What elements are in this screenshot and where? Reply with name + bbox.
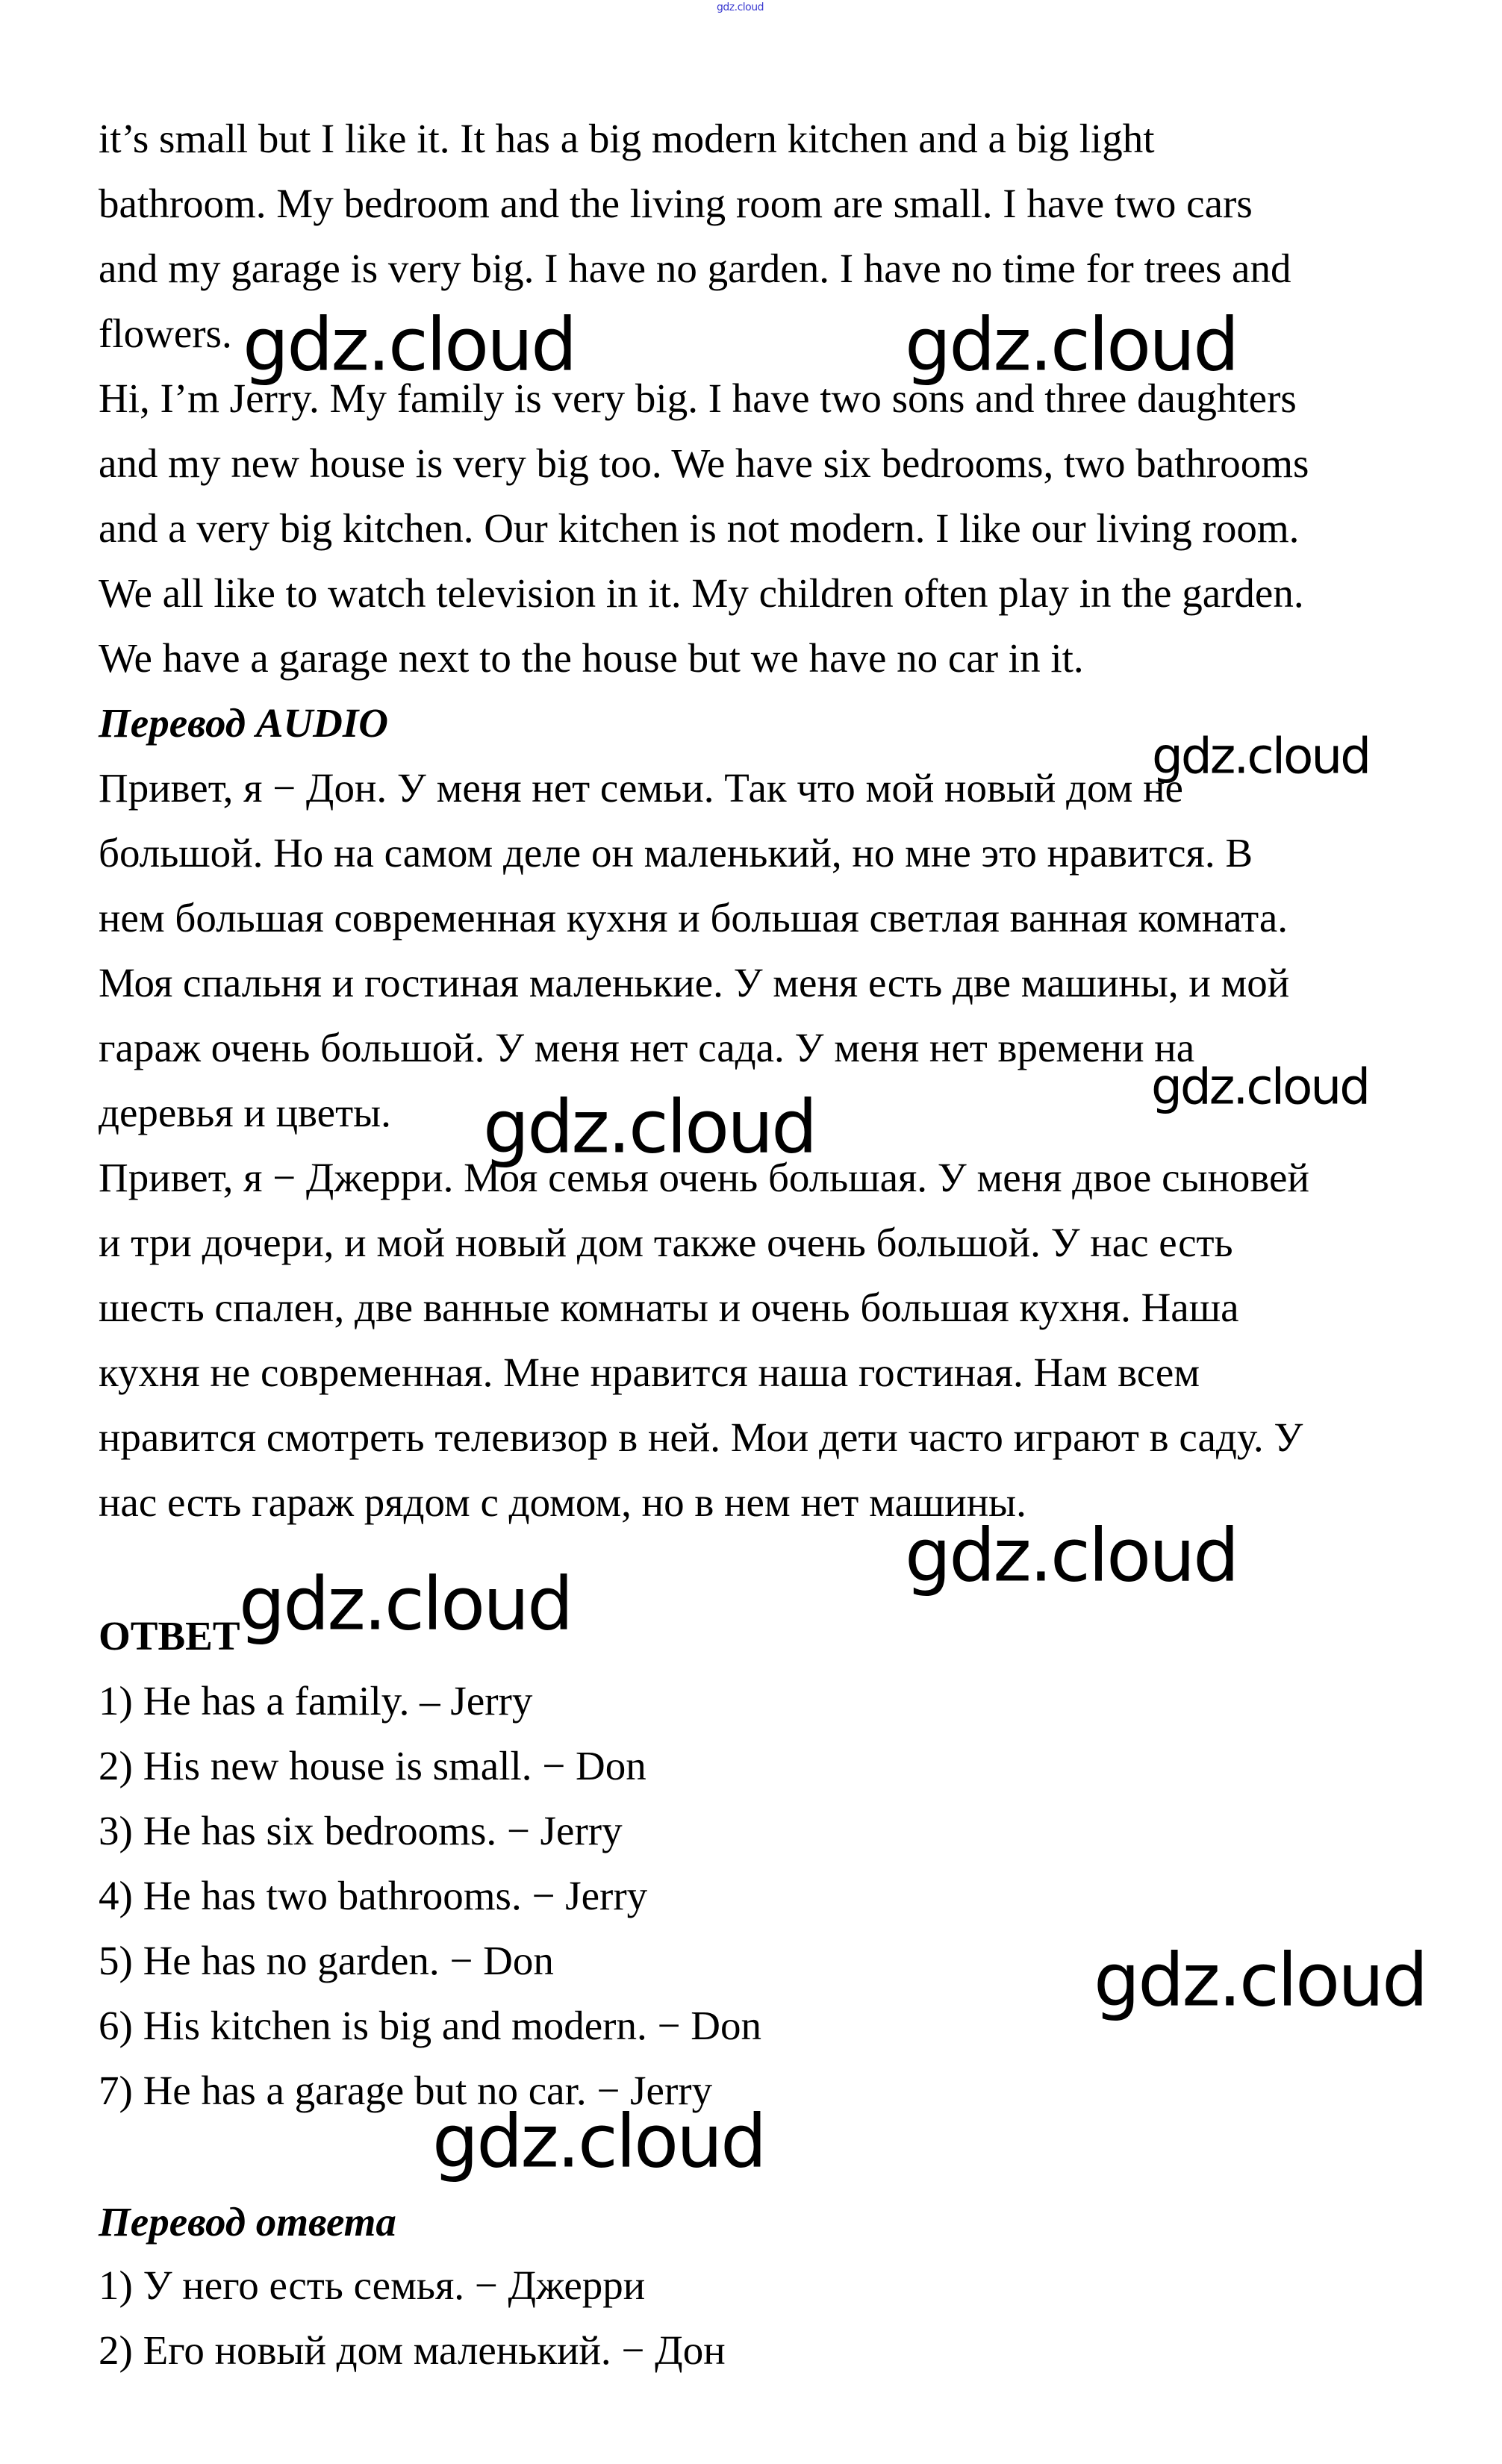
answer-item: 5) He has no garden. − Don <box>99 1938 554 1983</box>
audio-jerry-line: and my new house is very big too. We have six bedrooms, two bathrooms <box>99 440 1309 486</box>
audio-don-line: bathroom. My bedroom and the living room are small. I have two cars <box>99 181 1253 226</box>
audio-jerry-line: We all like to watch television in it. My children often play in the garden. <box>99 570 1304 616</box>
header-watermark: gdz.cloud <box>717 1 764 13</box>
answer-item: 3) He has six bedrooms. − Jerry <box>99 1808 623 1853</box>
answer-item: 2) His new house is small. − Don <box>99 1743 646 1788</box>
translation-audio-heading: Перевод AUDIO <box>99 700 389 746</box>
watermark: gdz.cloud <box>1151 1058 1369 1116</box>
watermark: gdz.cloud <box>905 1513 1238 1599</box>
audio-don-line: it’s small but I like it. It has a big modern kitchen and a big light <box>99 116 1155 161</box>
answer-item: 1) He has a family. – Jerry <box>99 1678 533 1724</box>
watermark: gdz.cloud <box>905 302 1238 388</box>
watermark: gdz.cloud <box>1094 1938 1427 2024</box>
answer-item: 4) He has two bathrooms. − Jerry <box>99 1873 648 1918</box>
translation-don-line: гараж очень большой. У меня нет сада. У меня нет времени на <box>99 1025 1195 1070</box>
answer-translation-item: 1) У него есть семья. − Джерри <box>99 2262 646 2308</box>
translation-don-line: нем большая современная кухня и большая светлая ванная комната. <box>99 895 1288 941</box>
translation-don-line: Привет, я − Дон. У меня нет семьи. Так что мой новый дом не <box>99 765 1183 811</box>
answer-heading: ОТВЕТ <box>99 1613 240 1659</box>
translation-jerry-line: нравится смотреть телевизор в ней. Мои дети часто играют в саду. У <box>99 1415 1303 1460</box>
translation-jerry-line: Привет, я − Джерри. Моя семья очень большая. У меня двое сыновей <box>99 1155 1309 1200</box>
watermark: gdz.cloud <box>1152 727 1370 785</box>
audio-jerry-line: and a very big kitchen. Our kitchen is not modern. I like our living room. <box>99 505 1300 551</box>
audio-don-line: flowers. <box>99 311 232 356</box>
translation-jerry-line: нас есть гараж рядом с домом, но в нем нет машины. <box>99 1479 1026 1525</box>
answer-item: 7) He has a garage but no car. − Jerry <box>99 2068 713 2113</box>
translation-jerry-line: шесть спален, две ванные комнаты и очень большая кухня. Наша <box>99 1285 1239 1330</box>
audio-jerry-line: We have a garage next to the house but we have no car in it. <box>99 635 1084 681</box>
answer-translation-heading: Перевод ответа <box>99 2199 396 2245</box>
translation-jerry-line: кухня не современная. Мне нравится наша гостиная. Нам всем <box>99 1350 1200 1395</box>
answer-translation-item: 2) Его новый дом маленький. − Дон <box>99 2327 726 2373</box>
watermark: gdz.cloud <box>483 1085 816 1170</box>
watermark: gdz.cloud <box>432 2099 765 2185</box>
translation-don-line: большой. Но на самом деле он маленький, но мне это нравится. В <box>99 830 1253 876</box>
translation-jerry-line: и три дочери, и мой новый дом также очень большой. У нас есть <box>99 1220 1233 1265</box>
watermark: gdz.cloud <box>243 302 576 388</box>
audio-don-line: and my garage is very big. I have no garden. I have no time for trees and <box>99 246 1291 291</box>
audio-jerry-line: Hi, I’m Jerry. My family is very big. I have two sons and three daughters <box>99 375 1297 421</box>
translation-don-line: деревья и цветы. <box>99 1090 391 1135</box>
watermark: gdz.cloud <box>239 1562 572 1647</box>
translation-don-line: Моя спальня и гостиная маленькие. У меня есть две машины, и мой <box>99 960 1290 1005</box>
answer-item: 6) His kitchen is big and modern. − Don <box>99 2003 761 2048</box>
